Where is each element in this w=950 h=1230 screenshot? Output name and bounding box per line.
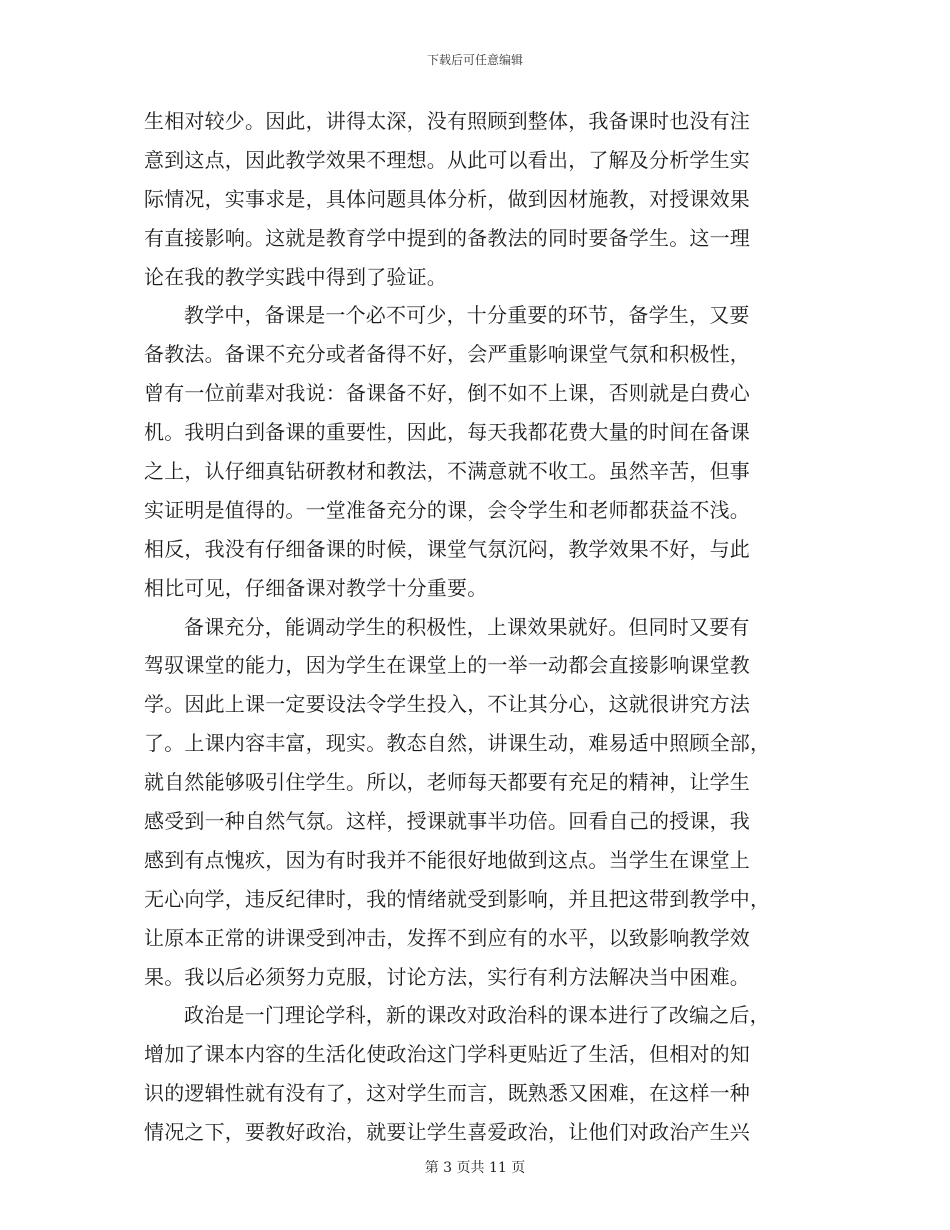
text-line: 生相对较少。因此，讲得太深，没有照顾到整体，我备课时也没有注 [144,109,750,133]
document-body [144,102,804,1152]
text-line: 意到这点，因此教学效果不理想。从此可以看出，了解及分析学生实 [144,147,750,172]
text-line: 无心向学，违反纪律时，我的情绪就受到影响，并且把这带到教学中， [144,886,771,911]
page-header: 下载后可任意编辑 [426,53,523,67]
text-line: 曾有一位前辈对我说：备课备不好，倒不如不上课，否则就是白费心 [144,381,750,406]
text-line: 实证明是值得的。一堂准备充分的课，会令学生和老师都获益不浅。 [144,497,750,522]
text-line: 果。我以后必须努力克服，讨论方法，实行有利方法解决当中困难。 [144,964,750,989]
text-line: 学。因此上课一定要设法令学生投入，不让其分心，这就很讲究方法 [144,692,750,717]
text-line: 际情况，实事求是，具体问题具体分析，做到因材施教，对授课效果 [144,186,750,211]
text-line: 有直接影响。这就是教育学中提到的备教法的同时要备学生。这一理 [144,225,750,250]
text-line: 机。我明白到备课的重要性，因此，每天我都花费大量的时间在备课 [144,420,750,445]
text-line: 了。上课内容丰富，现实。教态自然，讲课生动，难易适中照顾全部， [144,731,771,756]
text-line: 情况之下，要教好政治，就要让学生喜爱政治，让他们对政治产生兴 [144,1120,750,1145]
text-line: 感受到一种自然气氛。这样，授课就事半功倍。回看自己的授课，我 [144,809,750,834]
text-line: 相比可见，仔细备课对教学十分重要。 [144,575,488,600]
text-line: 让原本正常的讲课受到冲击，发挥不到应有的水平，以致影响教学效 [144,925,750,950]
text-line: 就自然能够吸引住学生。所以，老师每天都要有充足的精神，让学生 [144,770,750,795]
paragraph-first-line: 政治是一门理论学科，新的课改对政治科的课本进行了改编之后， [184,1003,770,1028]
text-line: 增加了课本内容的生活化使政治这门学科更贴近了生活，但相对的知 [144,1042,750,1067]
text-line: 相反，我没有仔细备课的时候，课堂气氛沉闷，教学效果不好，与此 [144,536,750,561]
text-line: 之上，认仔细真钻研教材和教法，不满意就不收工。虽然辛苦，但事 [144,459,750,484]
paragraph-first-line: 教学中，备课是一个必不可少，十分重要的环节，备学生，又要 [184,303,750,328]
paragraph-first-line: 备课充分，能调动学生的积极性，上课效果就好。但同时又要有 [184,614,750,639]
text-line: 驾驭课堂的能力，因为学生在课堂上的一举一动都会直接影响课堂教 [144,653,750,678]
text-line: 备教法。备课不充分或者备得不好，会严重影响课堂气氛和积极性， [144,342,750,367]
page-number: 第 3 页共 11 页 [424,1160,526,1176]
text-line: 感到有点愧疚，因为有时我并不能很好地做到这点。当学生在课堂上 [144,847,750,872]
text-line: 识的逻辑性就有没有了，这对学生而言，既熟悉又困难，在这样一种 [144,1081,750,1106]
text-line: 论在我的教学实践中得到了验证。 [144,264,447,289]
